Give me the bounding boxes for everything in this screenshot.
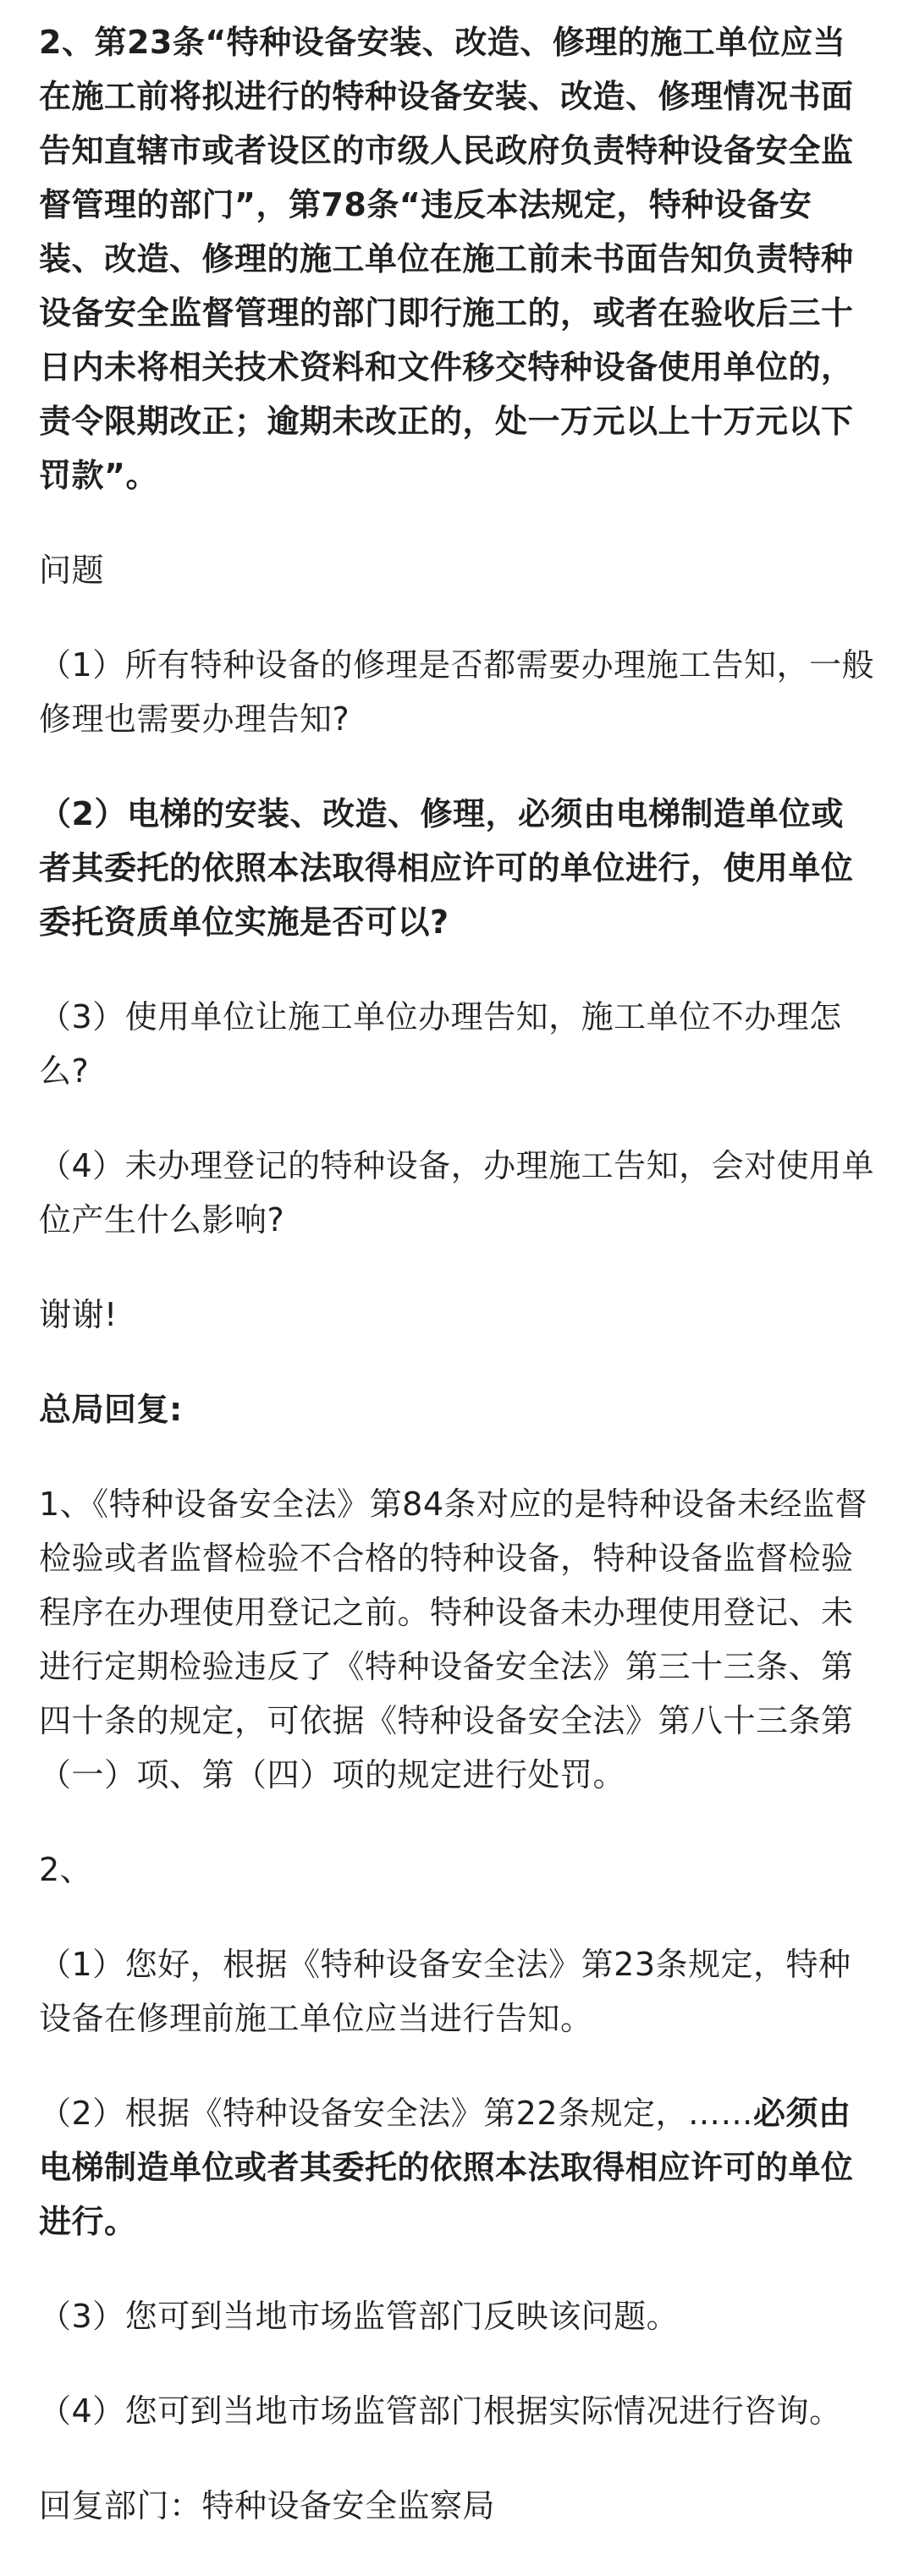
question-3: （3）使用单位让施工单位办理告知，施工单位不办理怎么? (39, 998, 842, 1090)
questions-heading: 问题 (39, 552, 105, 589)
intro-paragraph: 2、第23条“特种设备安装、改造、修理的施工单位应当在施工前将拟进行的特种设备安装、改造、修理情况书面告知直辖市或者设区的市级人民政府负责特种设备安全监督管理的部门”，第78条“违反本法规定，特种设备安装、改造、修理的施工单位在施工前未书面告知负责特种设备安全监督管理的部门即行施工的，或者在验收后三十日内未将相关技术资料和文件移交特种设备使用单位的，责令限期改正；逾期未改正的，处一万元以上十万元以下罚款”。 (39, 24, 854, 494)
reply-2-label: 2、 (39, 1851, 93, 1888)
question-4: （4）未办理登记的特种设备，办理施工告知，会对使用单位产生什么影响? (39, 1147, 875, 1239)
question-2: （2）电梯的安装、改造、修理，必须由电梯制造单位或者其委托的依照本法取得相应许可的单位进行，使用单位委托资质单位实施是否可以? (39, 795, 854, 941)
reply-2-item-2-bold-text: 必须由电梯制造单位或者其委托的依照本法取得相应许可的单位进行。 (39, 2095, 854, 2240)
reply-2-item-3: （3）您可到当地市场监管部门反映该问题。 (39, 2298, 680, 2335)
reply-2-item-2 (39, 2086, 875, 2249)
reply-2-item-1: （1）您好，根据《特种设备安全法》第23条规定，特种设备在修理前施工单位应当进行告知。 (39, 1946, 851, 2037)
thanks-text: 谢谢! (39, 1296, 118, 1333)
reply-heading: 总局回复: (39, 1391, 183, 1428)
reply-2-item-4: （4）您可到当地市场监管部门根据实际情况进行咨询。 (39, 2392, 842, 2430)
reply-2-item-2-text: （2）根据《特种设备安全法》第22条规定，…… (39, 2095, 754, 2132)
reply-department: 回复部门：特种设备安全监察局 (39, 2487, 496, 2524)
question-1: （1）所有特种设备的修理是否都需要办理施工告知，一般修理也需要办理告知? (39, 646, 875, 738)
reply-1: 1、《特种设备安全法》第84条对应的是特种设备未经监督检验或者监督检验不合格的特种设备，特种设备监督检验程序在办理使用登记之前。特种设备未办理使用登记、未进行定期检验违反了《特种设备安全法》第三十三条、第四十条的规定，可依据《特种设备安全法》第八十三条第（一）项、第（四）项的规定进行处罚。 (39, 1486, 868, 1793)
